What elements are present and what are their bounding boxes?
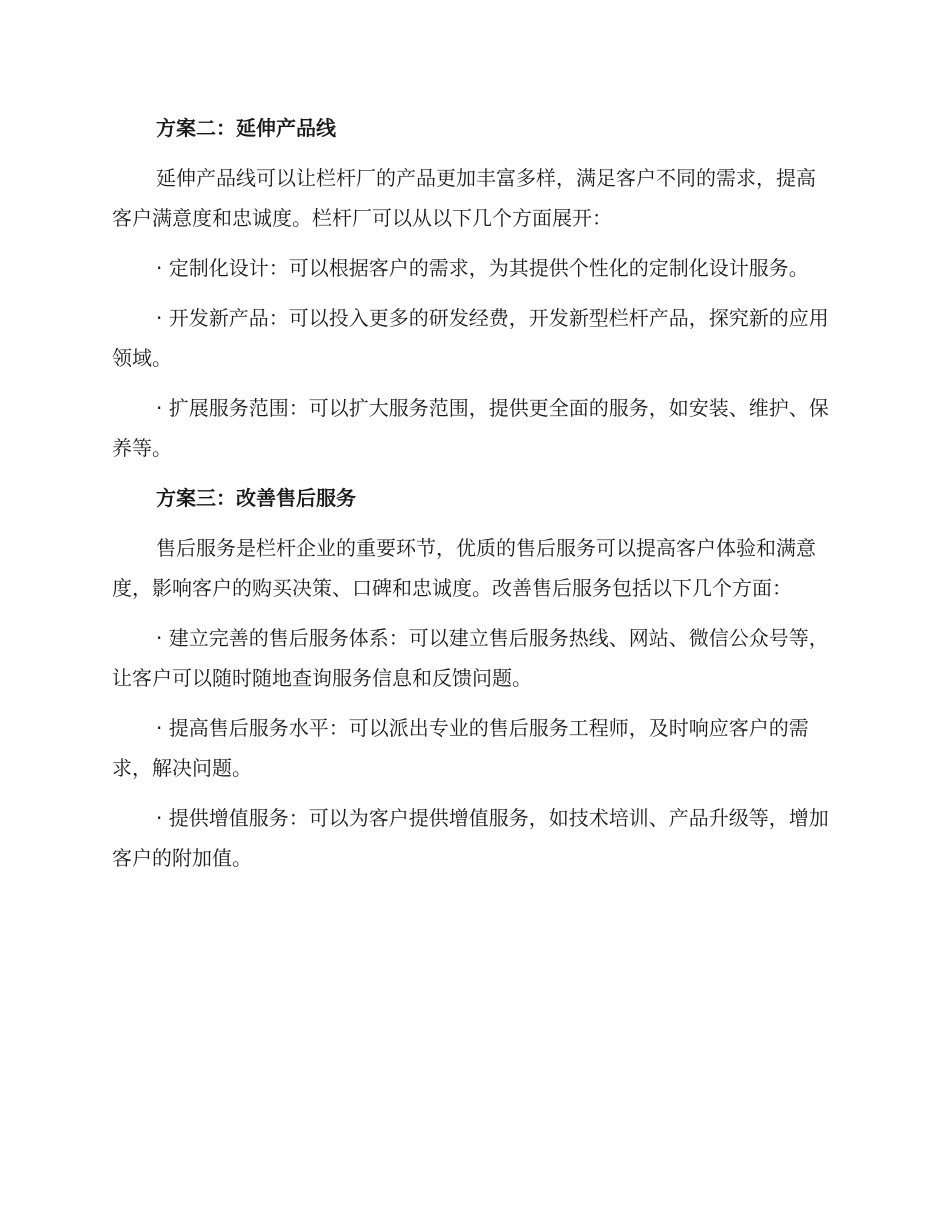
bullet-custom-design: · 定制化设计：可以根据客户的需求，为其提供个性化的定制化设计服务。 [156,256,809,280]
document-page [112,108,832,888]
section-heading-plan-three: 方案三：改善售后服务 [156,486,356,510]
section-heading-plan-two: 方案二：延伸产品线 [156,116,336,140]
bullet-service-scope: · 扩展服务范围：可以扩大服务范围，提供更全面的服务，如安装、维护、保养等。 [112,396,829,460]
bullet-service-system: · 建立完善的售后服务体系：可以建立售后服务热线、网站、微信公众号等，让客户可以随时随地查询服务信息和反馈问题。 [112,626,829,690]
section-intro-plan-two: 延伸产品线可以让栏杆厂的产品更加丰富多样，满足客户不同的需求，提高客户满意度和忠诚度。栏杆厂可以从以下几个方面展开： [112,166,816,230]
bullet-value-added: · 提供增值服务：可以为客户提供增值服务，如技术培训、产品升级等，增加客户的附加值。 [112,806,829,870]
bullet-new-products: · 开发新产品：可以投入更多的研发经费，开发新型栏杆产品，探究新的应用领域。 [112,306,829,370]
section-intro-plan-three: 售后服务是栏杆企业的重要环节，优质的售后服务可以提高客户体验和满意度，影响客户的购买决策、口碑和忠诚度。改善售后服务包括以下几个方面： [112,536,816,600]
bullet-service-level: · 提高售后服务水平：可以派出专业的售后服务工程师，及时响应客户的需求，解决问题。 [112,716,809,780]
